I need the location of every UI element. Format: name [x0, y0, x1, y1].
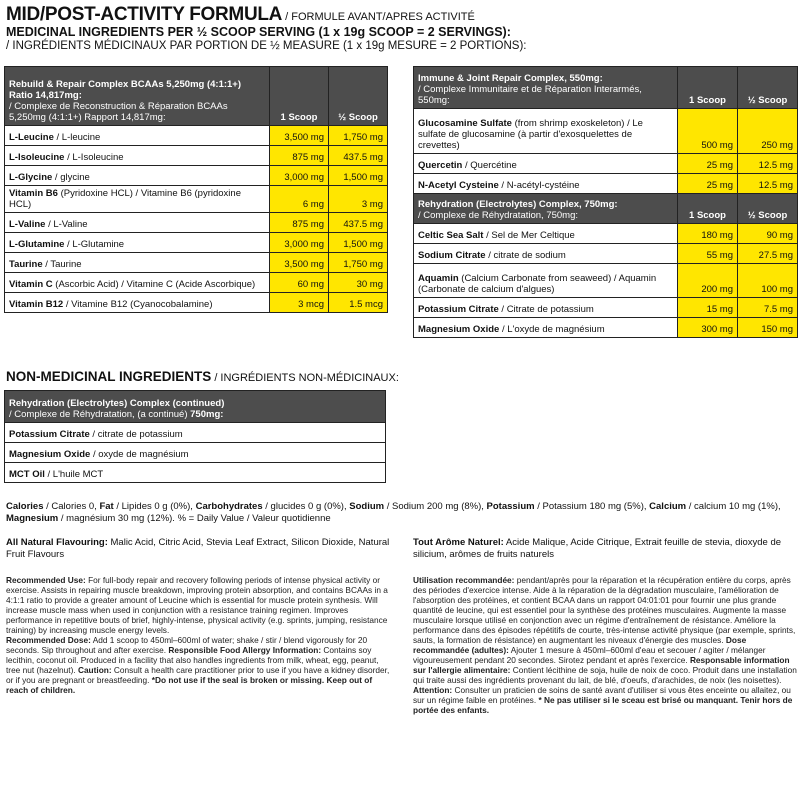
ingredient-name-fr: / L-Valine [45, 219, 88, 230]
non-medicinal-heading [6, 369, 399, 384]
table-row [5, 126, 388, 146]
ingredient-name-en: Vitamin C [9, 279, 53, 290]
amount-1-scoop: 3 mcg [270, 293, 329, 313]
amount-half-scoop: 437.5 mg [329, 213, 388, 233]
amount-1-scoop: 180 mg [678, 224, 738, 244]
ingredient-name-fr: / L'huile MCT [44, 469, 104, 480]
allergy-text: Contains soy lecithin, coconut oil. Produced in a facility that also handles ingredients from milk, wheat, egg, peanut, tree nut (hazelnut). [6, 645, 379, 675]
title-fr: / FORMULE AVANT/APRES ACTIVITÉ [282, 11, 475, 23]
ingredient-name [5, 166, 270, 186]
ingredient-name [5, 253, 270, 273]
amount-1-scoop: 25 mg [678, 174, 738, 194]
amount-half-scoop: 437.5 mg [329, 146, 388, 166]
complex-name: Rebuild & Repair Complex BCAAs 5,250mg (4:1:1+) Ratio 14,817mg: [9, 79, 242, 101]
table-header-label [414, 194, 678, 224]
amount-half-scoop: 3 mg [329, 186, 388, 213]
complex-name-fr: / Complexe Immunitaire et de Réparation Interarmés, 550mg: [418, 84, 642, 106]
amount-half-scoop: 1,500 mg [329, 166, 388, 186]
ingredient-name-fr: (from shrimp exoskeleton) / Le sulfate de glucosamine (à partir d'exosquelettes de crevettes) [418, 118, 643, 151]
ingredient-name-en: Potassium Citrate [418, 304, 499, 315]
amount-half-scoop: 27.5 mg [738, 244, 798, 264]
ingredient-name [5, 186, 270, 213]
calories-value: / Calories 0, [43, 501, 100, 512]
use-text: For full-body repair and recovery following periods of intense physical activity or exercise. Assists in repairing muscle breakdown, improving protein absorption, and contains BCAAs in a 4:1:1 ratio to provide a greater amount of Leucine which is essential for muscle protein synthesis. Will increase muscle mass when used in conjunction with a resistance training regimen. Improves performance in repetitive bouts of brief, highly-intense, physical activity (e.g. sprints, jumping, resistance training) by increasing muscle energy levels. [6, 575, 388, 635]
ingredient-name-en: Vitamin B12 [9, 299, 64, 310]
amount-half-scoop: 100 mg [738, 264, 798, 298]
table-header [5, 391, 386, 423]
table-row [5, 253, 388, 273]
seal-warning: * Ne pas utiliser si le sceau est brisé ou manquant. Tenir hors de portée des enfants. [413, 695, 793, 715]
usage-paragraph-fr [413, 575, 798, 715]
amount-1-scoop: 55 mg [678, 244, 738, 264]
allergy-label: Responsable information sur l'allergie alimentaire: [413, 655, 790, 675]
medicinal-table-left [4, 66, 388, 313]
caution-text: Consult a health care practitioner prior to use if you have a kidney disorder, or if you are pregnant or breastfeeding. [6, 665, 390, 685]
column-half-scoop: ½ Scoop [738, 67, 798, 109]
dose-label: Recommended Dose: [6, 635, 91, 645]
ingredient-name-fr: / L-leucine [53, 132, 101, 143]
ingredient-name [414, 109, 678, 154]
amount-1-scoop: 875 mg [270, 146, 329, 166]
column-1-scoop: 1 Scoop [678, 67, 738, 109]
ingredient-name-en: L-Glutamine [9, 239, 65, 250]
carb-value: / glucides 0 g (0%), [262, 501, 350, 512]
complex-name: Rehydration (Electrolytes) Complex, 750mg: [418, 199, 618, 210]
table-row [5, 293, 388, 313]
magnesium-label: Magnesium [6, 513, 59, 524]
non-medicinal-title-fr: / INGRÉDIENTS NON-MÉDICINAUX: [211, 372, 399, 384]
complex-name: Immune & Joint Repair Complex, 550mg: [418, 73, 603, 84]
flavour-text: Acide Malique, Acide Citrique, Extrait feuille de stevia, dioxyde de silicium, arômes de fruits naturels [413, 537, 782, 560]
ingredient-name [5, 293, 270, 313]
ingredient-name [414, 264, 678, 298]
flavour-text: Malic Acid, Citric Acid, Stevia Leaf Extract, Silicon Dioxide, Natural Fruit Flavours [6, 537, 390, 560]
amount-half-scoop: 7.5 mg [738, 298, 798, 318]
table-row [414, 224, 798, 244]
potassium-label: Potassium [486, 501, 535, 512]
ingredient-name-fr: / N-acétyl-cystéine [498, 180, 580, 191]
amount-half-scoop: 30 mg [329, 273, 388, 293]
table-row [414, 244, 798, 264]
table-row [5, 273, 388, 293]
ingredient-name [414, 298, 678, 318]
use-label: Utilisation recommandée: [413, 575, 515, 585]
ingredient-name-en: Potassium Citrate [9, 429, 90, 440]
amount-1-scoop: 200 mg [678, 264, 738, 298]
calories-label: Calories [6, 501, 44, 512]
ingredient-name-fr: (Calcium Carbonate from seaweed) / Aquamin (Carbonate de calcium d'algues) [418, 273, 657, 295]
sodium-label: Sodium [349, 501, 385, 512]
complex-name-fr: / Complexe de Reconstruction & Réparation BCAAs 5,250mg (4:1:1+) Rapport 14,817mg: [9, 101, 228, 123]
column-half-scoop: ½ Scoop [738, 194, 798, 224]
flavour-label: All Natural Flavouring: [6, 537, 108, 548]
ingredient-name-fr: / Quercétine [462, 160, 517, 171]
ingredient-name [414, 318, 678, 338]
table-row [414, 318, 798, 338]
ingredient-name [414, 154, 678, 174]
ingredient-name-fr: / citrate de sodium [485, 250, 566, 261]
caution-label: Caution: [77, 665, 112, 675]
ingredient-name-en: Aquamin [418, 273, 459, 284]
amount-half-scoop: 150 mg [738, 318, 798, 338]
use-text: pendant/après pour la réparation et la récupération entière du corps, après des périodes d'exercice intense. Aide à la réparation de la dégradation musculaire, l'amélioration de l'absorption des protéines, et contient BCAA dans un rapport 04:01:01 pour fournir une plus grande quantité de leucine, qui est essentiel pour la synthèse des protéines musculaires. Augmente la masse musculaire lorsque utilisé en conjonction avec un régime d'entraînement de résistance. Améliore la performance dans des épisodes répétitifs de courte, très-intense activité physique (par exemple, sprints, sauts, la formation de résistance) en augmentant les niveaux d'énergie des muscles. [413, 575, 796, 645]
ingredient-name-fr: / oxyde de magnésium [90, 449, 189, 460]
complex-name-fr: / Complexe de Réhydratation, (a continué) [9, 409, 191, 420]
calcium-label: Calcium [649, 501, 687, 512]
amount-half-scoop: 12.5 mg [738, 154, 798, 174]
allergy-label: Responsible Food Allergy Information: [168, 645, 322, 655]
amount-1-scoop: 500 mg [678, 109, 738, 154]
ingredient-name [5, 126, 270, 146]
amount-half-scoop: 250 mg [738, 109, 798, 154]
sodium-value: / Sodium 200 mg (8%), [384, 501, 487, 512]
table-header-label [5, 67, 270, 126]
ingredient-name [5, 146, 270, 166]
page-title [6, 4, 475, 26]
ingredient-name-fr: (Ascorbic Acid) / Vitamine C (Acide Ascorbique) [52, 279, 256, 290]
dose-label: Dose recommandée (adultes): [413, 635, 747, 655]
calcium-value: / calcium 10 mg (1%), [686, 501, 781, 512]
table-row [5, 233, 388, 253]
table-row [414, 298, 798, 318]
table-row [5, 443, 386, 463]
ingredient-name-fr: / Sel de Mer Celtique [483, 230, 575, 241]
allergy-text: Contient lécithine de soja, huile de noix de coco. Produit dans une installation qui traite aussi des ingrédients provenant du lait, de blé, d'oeufs, d'arachides, de noix (les noisettes). [413, 665, 797, 685]
table-row [5, 146, 388, 166]
ingredient-name [414, 174, 678, 194]
ingredient-name-en: Vitamin B6 [9, 188, 58, 199]
amount-1-scoop: 3,000 mg [270, 166, 329, 186]
complex-amount: 750mg: [190, 409, 224, 420]
dose-text: Ajouter 1 mesure à 450ml–600ml d'eau et secouer / agiter / mélanger vigoureusement pendant 20 secondes. Sirotez pendant et après l'exercice. [413, 645, 766, 665]
complex-name: Rehydration (Electrolytes) Complex (continued) [9, 398, 225, 409]
amount-1-scoop: 25 mg [678, 154, 738, 174]
table-row [5, 423, 386, 443]
amount-half-scoop: 1,500 mg [329, 233, 388, 253]
ingredient-name-en: Taurine [9, 259, 43, 270]
amount-1-scoop: 60 mg [270, 273, 329, 293]
table-row [5, 213, 388, 233]
title-en: MID/POST-ACTIVITY FORMULA [6, 4, 283, 25]
ingredient-name [5, 423, 386, 443]
ingredient-name-fr: (Pyridoxine HCL) / Vitamine B6 (pyridoxine HCL) [9, 188, 241, 210]
fat-label: Fat [99, 501, 114, 512]
column-half-scoop: ½ Scoop [329, 67, 388, 126]
potassium-value: / Potassium 180 mg (5%), [534, 501, 650, 512]
ingredient-name-fr: / L'oxyde de magnésium [499, 324, 605, 335]
non-medicinal-title: NON-MEDICINAL INGREDIENTS [6, 369, 212, 384]
ingredient-name [5, 273, 270, 293]
flavour-en [6, 537, 391, 561]
fat-value: / Lipides 0 g (0%), [113, 501, 196, 512]
ingredient-name [5, 463, 386, 483]
complex-name-fr: / Complexe de Réhydratation, 750mg: [418, 210, 579, 221]
amount-1-scoop: 3,000 mg [270, 233, 329, 253]
ingredient-name-en: Quercetin [418, 160, 463, 171]
amount-half-scoop: 1.5 mcg [329, 293, 388, 313]
ingredient-name [5, 233, 270, 253]
amount-1-scoop: 15 mg [678, 298, 738, 318]
table-row [414, 154, 798, 174]
flavour-label: Tout Arôme Naturel: [413, 537, 504, 548]
table-row [5, 186, 388, 213]
ingredient-name-fr: / L-Glutamine [64, 239, 125, 250]
column-1-scoop: 1 Scoop [678, 194, 738, 224]
table-row [5, 463, 386, 483]
medicinal-table-right [413, 66, 798, 338]
carb-label: Carbohydrates [195, 501, 263, 512]
amount-half-scoop: 90 mg [738, 224, 798, 244]
ingredient-name-fr: / Taurine [42, 259, 82, 270]
subtitle-fr: / INGRÉDIENTS MÉDICINAUX PAR PORTION DE ½ MEASURE (1 x 19g MESURE = 2 PORTIONS): [6, 40, 527, 52]
table-row [5, 166, 388, 186]
non-medicinal-table [4, 390, 386, 483]
ingredient-name-en: MCT Oil [9, 469, 45, 480]
ingredient-name [5, 443, 386, 463]
ingredient-name-fr: / L-Isoleucine [64, 152, 124, 163]
ingredient-name-en: L-Isoleucine [9, 152, 65, 163]
nutrition-facts [6, 501, 796, 525]
ingredient-name-fr: / Citrate de potassium [498, 304, 594, 315]
table-header-label [414, 67, 678, 109]
ingredient-name-fr: / citrate de potassium [89, 429, 183, 440]
usage-paragraph-en [6, 575, 391, 695]
ingredient-name-en: Magnesium Oxide [9, 449, 91, 460]
ingredient-name-en: L-Glycine [9, 172, 53, 183]
use-label: Recommended Use: [6, 575, 86, 585]
ingredient-name-en: L-Leucine [9, 132, 54, 143]
amount-half-scoop: 12.5 mg [738, 174, 798, 194]
amount-1-scoop: 875 mg [270, 213, 329, 233]
magnesium-value: / magnésium 30 mg (12%). % = Daily Value / Valeur quotidienne [58, 513, 331, 524]
table-header-label [5, 391, 386, 423]
ingredient-name [414, 224, 678, 244]
subtitle-en: MEDICINAL INGREDIENTS PER ½ SCOOP SERVING (1 x 19g SCOOP = 2 SERVINGS): [6, 25, 511, 39]
ingredient-name-en: Magnesium Oxide [418, 324, 500, 335]
amount-1-scoop: 6 mg [270, 186, 329, 213]
ingredient-name [414, 244, 678, 264]
ingredient-name-en: N-Acetyl Cysteine [418, 180, 499, 191]
amount-1-scoop: 3,500 mg [270, 253, 329, 273]
ingredient-name-fr: / Vitamine B12 (Cyanocobalamine) [63, 299, 213, 310]
ingredient-name-en: L-Valine [9, 219, 46, 230]
caution-text: Consulter un praticien de soins de santé avant d'utiliser si vous êtes enceinte ou allaitez, ou sur un régime faible en protéines. [413, 685, 791, 705]
caution-label: Attention: [413, 685, 453, 695]
amount-half-scoop: 1,750 mg [329, 253, 388, 273]
flavour-fr [413, 537, 798, 561]
table-header [5, 67, 388, 126]
table-row [414, 109, 798, 154]
table-header [414, 67, 798, 109]
ingredient-name-en: Celtic Sea Salt [418, 230, 484, 241]
amount-1-scoop: 3,500 mg [270, 126, 329, 146]
table-row [414, 264, 798, 298]
ingredient-name [5, 213, 270, 233]
amount-1-scoop: 300 mg [678, 318, 738, 338]
column-1-scoop: 1 Scoop [270, 67, 329, 126]
seal-warning: *Do not use if the seal is broken or missing. Keep out of reach of children. [6, 675, 373, 695]
ingredient-name-en: Glucosamine Sulfate [418, 118, 512, 129]
table-header [414, 194, 798, 224]
ingredient-name-fr: / glycine [52, 172, 90, 183]
ingredient-name-en: Sodium Citrate [418, 250, 486, 261]
dose-text: Add 1 scoop to 450ml–600ml of water; shake / stir / blend vigorously for 20 seconds. Sip throughout and after exercise. [6, 635, 368, 655]
table-row [414, 174, 798, 194]
amount-half-scoop: 1,750 mg [329, 126, 388, 146]
